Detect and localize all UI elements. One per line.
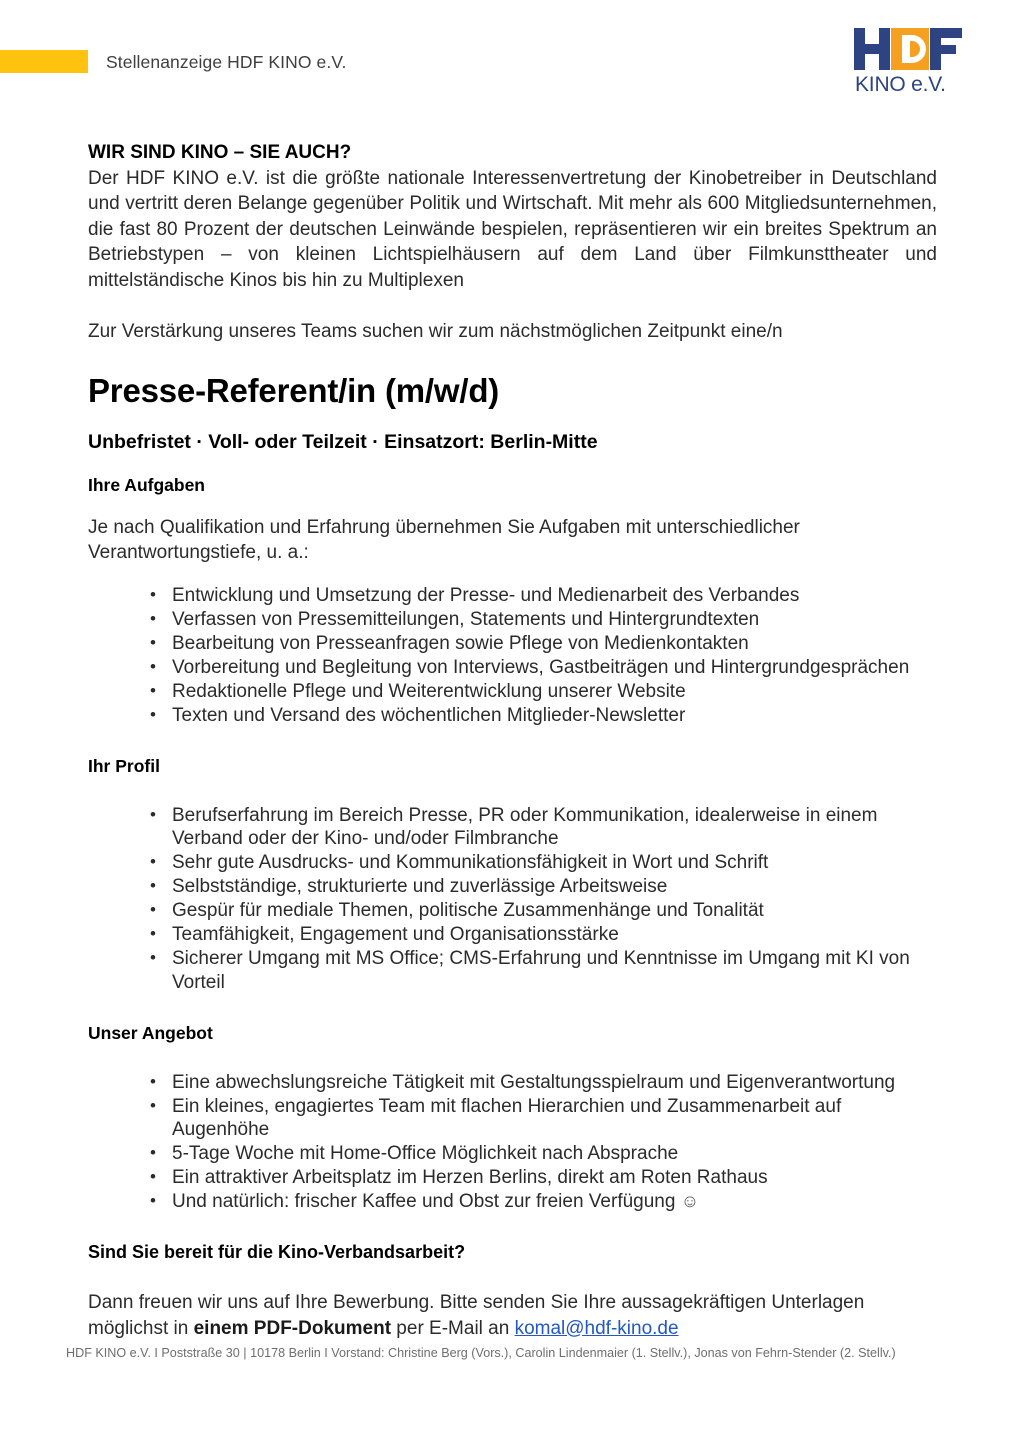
closing-paragraph: [88, 1290, 937, 1341]
list-item: • Eine abwechslungsreiche Tätigkeit mit Gestaltungsspielraum und Eigenverantwortung: [150, 1071, 937, 1095]
hdf-letters-icon: [854, 26, 966, 72]
profile-list: [88, 804, 937, 995]
spacer: [88, 293, 937, 319]
email-link[interactable]: komal@hdf-kino.de: [514, 1317, 679, 1339]
spacer: [88, 497, 937, 515]
list-item: • Sicherer Umgang mit MS Office; CMS-Erfahrung und Kenntnisse im Umgang mit KI von Vorteil: [150, 947, 937, 994]
spacer: [88, 728, 937, 754]
list-item: • Teamfähigkeit, Engagement und Organisationsstärke: [150, 923, 937, 947]
job-subtitle: Unbefristet · Voll- oder Teilzeit · Einsatzort: Berlin-Mitte: [88, 430, 598, 453]
smiley-icon: ☺: [680, 1191, 700, 1211]
spacer: [88, 1264, 937, 1290]
tasks-list: [88, 584, 937, 728]
list-item: • Entwicklung und Umsetzung der Presse- und Medienarbeit des Verbandes: [150, 584, 937, 608]
intro-heading: WIR SIND KINO – SIE AUCH?: [88, 142, 352, 163]
hdf-kino-logo: [854, 26, 966, 98]
hdf-logo-mark: [854, 26, 966, 72]
list-item: [150, 1190, 937, 1214]
closing-bold-phrase: einem PDF-Dokument: [193, 1317, 392, 1339]
closing-text-after: per E-Mail an: [391, 1317, 515, 1339]
list-item: • Gespür für mediale Themen, politische Zusammenhänge und Tonalität: [150, 899, 937, 923]
page-header: [0, 0, 1024, 118]
logo-subtitle: KINO e.V.: [855, 73, 946, 96]
spacer: [88, 778, 937, 804]
job-title: Presse-Referent/in (m/w/d): [88, 371, 500, 409]
section-heading-offer: Unser Angebot: [88, 1022, 213, 1043]
spacer: [88, 995, 937, 1021]
document-content: [88, 140, 937, 1341]
page-footer: HDF KINO e.V. I Poststraße 30 | 10178 Berlin I Vorstand: Christine Berg (Vors.), Carolin Lindenmaier (1. Stellv.), Jonas von Fehrn-Stender (2. Stellv.): [66, 1346, 896, 1360]
section-heading-profile: Ihr Profil: [88, 755, 160, 776]
list-item-text: Und natürlich: frischer Kaffee und Obst zur freien Verfügung: [172, 1191, 676, 1212]
list-item: • Redaktionelle Pflege und Weiterentwicklung unserer Website: [150, 680, 937, 704]
section-heading-tasks: Ihre Aufgaben: [88, 474, 205, 495]
list-item: • Sehr gute Ausdrucks- und Kommunikationsfähigkeit in Wort und Schrift: [150, 851, 937, 875]
list-item: • Vorbereitung und Begleitung von Interviews, Gastbeiträgen und Hintergrundgesprächen: [150, 656, 937, 680]
spacer: [88, 1045, 937, 1071]
spacer: [88, 455, 937, 473]
list-item: • Texten und Versand des wöchentlichen Mitglieder-Newsletter: [150, 704, 937, 728]
intro-paragraph: Der HDF KINO e.V. ist die größte nationale Interessenvertretung der Kinobetreiber in Deutschland und vertritt deren Belange gegenüber Politik und Wirtschaft. Mit mehr als 600 Mitgliedsunternehmen, die fast 80 Prozent der deutschen Leinwände bespielen, repräsentieren wir ein breites Spektrum an Betriebstypen – von kleinen Lichtspielhäusern auf dem Land über Filmkunsttheater und mittelständische Kinos bis hin zu Multiplexen: [88, 167, 937, 291]
spacer: [88, 411, 937, 429]
list-item: • Bearbeitung von Presseanfragen sowie Pflege von Medienkontakten: [150, 632, 937, 656]
offer-list: [88, 1071, 937, 1214]
recruit-line: Zur Verstärkung unseres Teams suchen wir zum nächstmöglichen Zeitpunkt eine/n: [88, 321, 783, 342]
list-item: • 5-Tage Woche mit Home-Office Möglichkeit nach Absprache: [150, 1142, 937, 1166]
closing-text-before: Dann freuen wir uns auf Ihre Bewerbung. Bitte senden Sie Ihre aussagekräftigen Unterlagen möglichst in: [88, 1292, 865, 1339]
list-item: • Berufserfahrung im Bereich Presse, PR oder Kommunikation, idealerweise in einem Verband oder der Kino- und/oder Filmbranche: [150, 804, 937, 851]
list-item: • Selbstständige, strukturierte und zuverlässige Arbeitsweise: [150, 875, 937, 899]
spacer: [88, 1214, 937, 1240]
header-accent-bar: [0, 50, 88, 73]
closing-heading: Sind Sie bereit für die Kino-Verbandsarbeit?: [88, 1242, 466, 1262]
spacer: [88, 345, 937, 371]
list-item: • Ein attraktiver Arbeitsplatz im Herzen Berlins, direkt am Roten Rathaus: [150, 1166, 937, 1190]
spacer: [88, 566, 937, 584]
list-item: • Ein kleines, engagiertes Team mit flachen Hierarchien und Zusammenarbeit auf Augenhöhe: [150, 1095, 937, 1142]
list-item: • Verfassen von Pressemitteilungen, Statements und Hintergrundtexten: [150, 608, 937, 632]
tasks-lead: Je nach Qualifikation und Erfahrung übernehmen Sie Aufgaben mit unterschiedlicher Verantwortungstiefe, u. a.:: [88, 516, 800, 563]
header-title: Stellenanzeige HDF KINO e.V.: [106, 52, 347, 72]
